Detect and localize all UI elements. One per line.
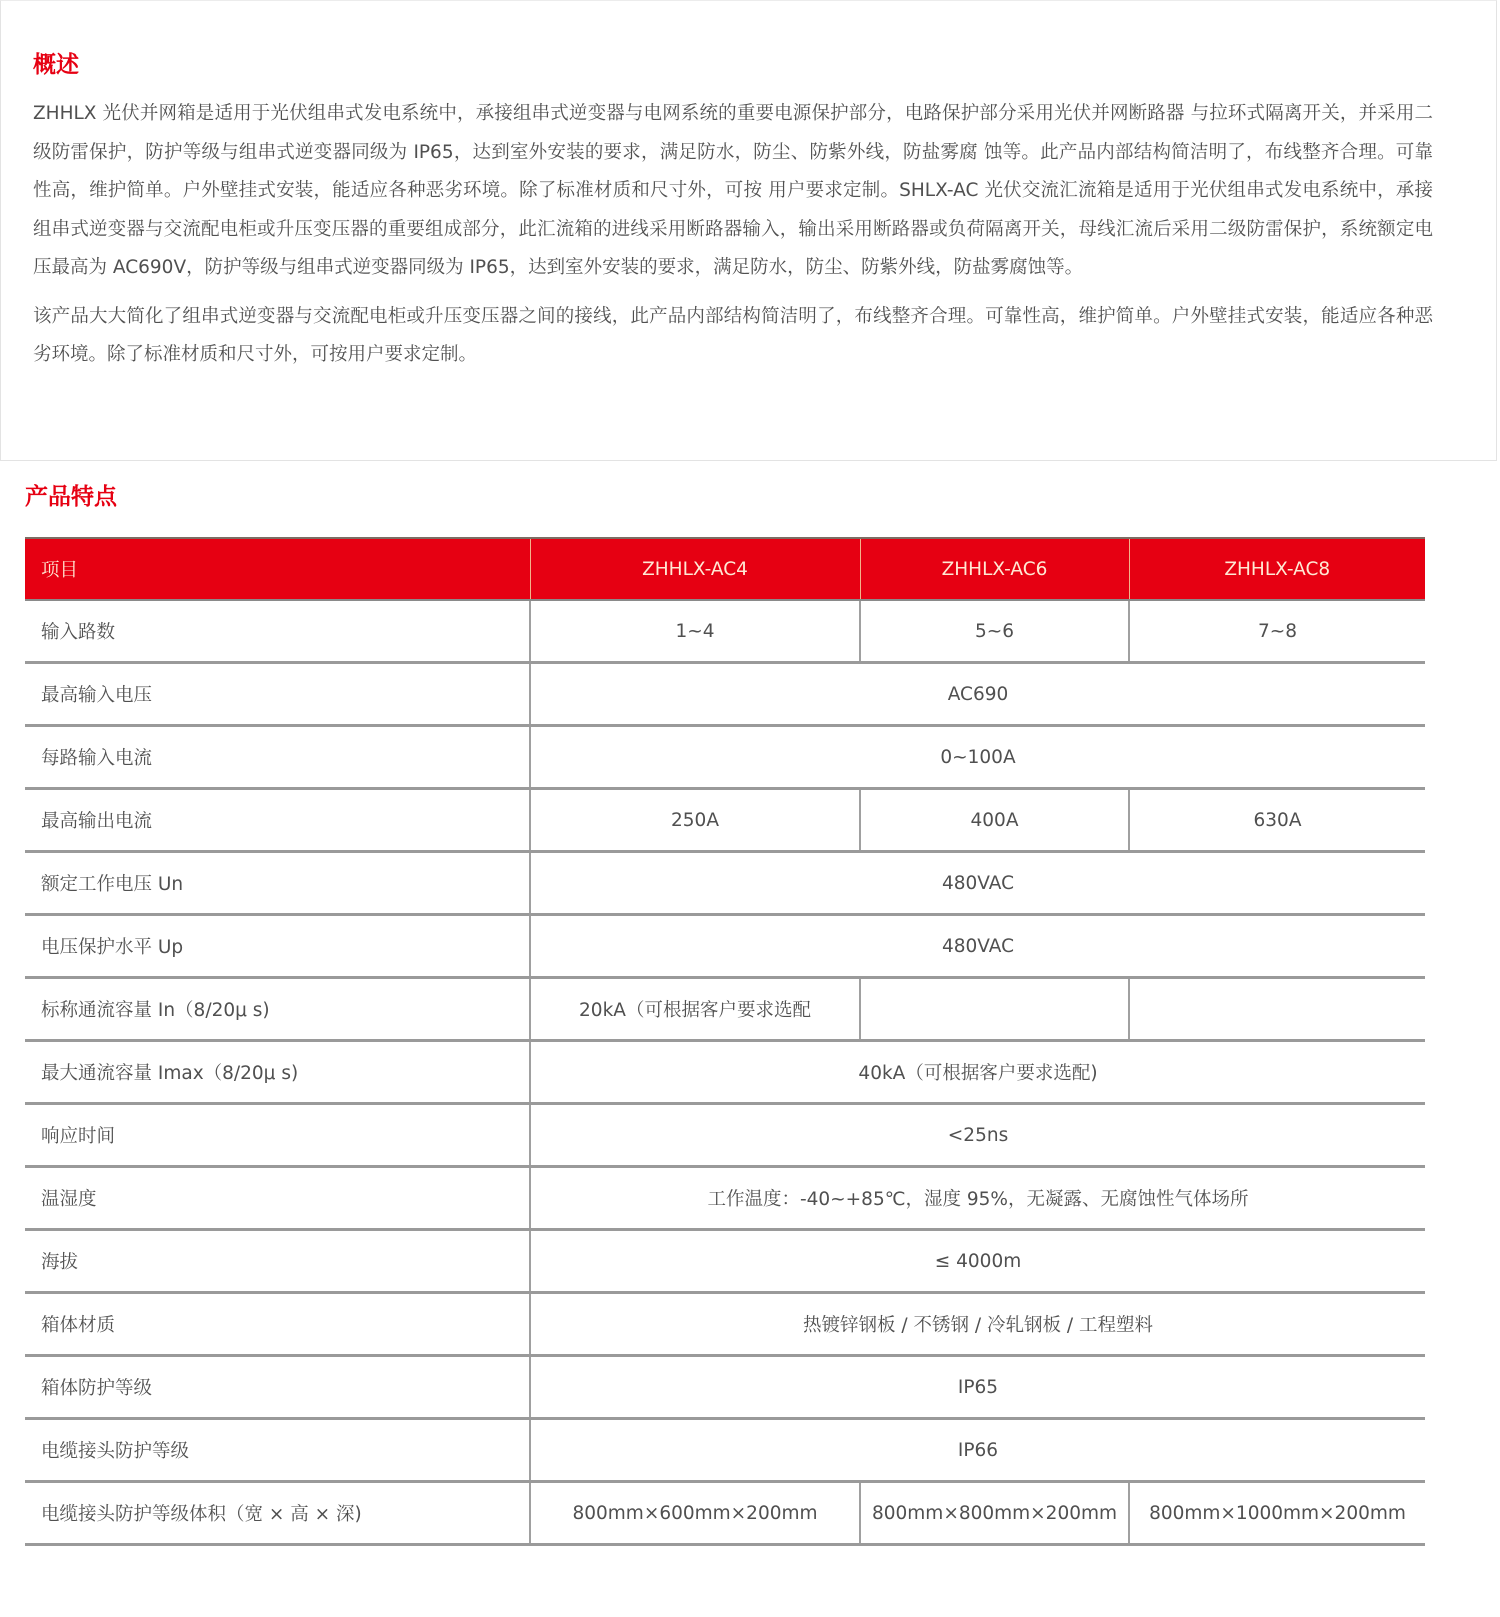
overview-paragraph: ZHHLX 光伏并网箱是适用于光伏组串式发电系统中，承接组串式逆变器与电网系统的重要电源保护部分，电路保护部分采用光伏并网断路器 与拉环式隔离开关，并采用二级防雷保护，防护等级与组串式逆变器同级为 IP65，达到室外安装的要求，满足防水，防尘、防紫外线，防盐雾腐 蚀等。此产品内部结构简洁明了，布线整齐合理。可靠性高，维护简单。户外壁挂式安装，能适应各种恶劣环境。除了标准材质和尺寸外，可按 用户要求定制。SHLX-AC 光伏交流汇流箱是适用于光伏组串式发电系统中，承接组串式逆变器与交流配电柜或升压变压器的重要组成部分，此汇流箱的进线采用断路器输入，输出采用断路器或负荷隔离开关，母线汇流后采用二级防雷保护，系统额定电压最高为 AC690V，防护等级与组串式逆变器同级为 IP65，达到室外安装的要求，满足防水，防尘、防紫外线，防盐雾腐蚀等。 bbox=[33, 103, 1433, 278]
row-value-model-1: 1~4 bbox=[530, 600, 860, 663]
table-row bbox=[25, 663, 1425, 726]
row-value-model-2: 800mm×800mm×200mm bbox=[860, 1482, 1129, 1545]
table-row bbox=[25, 1293, 1425, 1356]
row-label: 每路输入电流 bbox=[25, 726, 530, 789]
overview-title: 概述 bbox=[33, 52, 79, 78]
row-value-model-3: 630A bbox=[1129, 789, 1425, 852]
row-value-model-3 bbox=[1129, 978, 1425, 1041]
row-label: 电缆接头防护等级 bbox=[25, 1419, 530, 1482]
row-label: 电压保护水平 Up bbox=[25, 915, 530, 978]
row-label: 标称通流容量 In（8/20μ s) bbox=[25, 978, 530, 1041]
row-label: 额定工作电压 Un bbox=[25, 852, 530, 915]
row-label: 箱体材质 bbox=[25, 1293, 530, 1356]
row-value-all-models: IP66 bbox=[530, 1419, 1425, 1482]
row-label: 最高输入电压 bbox=[25, 663, 530, 726]
row-label: 电缆接头防护等级体积（宽 × 高 × 深) bbox=[25, 1482, 530, 1545]
table-row bbox=[25, 1104, 1425, 1167]
table-row bbox=[25, 978, 1425, 1041]
row-value-all-models: AC690 bbox=[530, 663, 1425, 726]
row-value-all-models: 热镀锌钢板 / 不锈钢 / 冷轧钢板 / 工程塑料 bbox=[530, 1293, 1425, 1356]
row-value-all-models: 480VAC bbox=[530, 852, 1425, 915]
row-label: 海拔 bbox=[25, 1230, 530, 1293]
row-label: 最大通流容量 Imax（8/20μ s) bbox=[25, 1041, 530, 1104]
row-label: 输入路数 bbox=[25, 600, 530, 663]
header-item: 项目 bbox=[25, 538, 530, 600]
row-value-all-models: 40kA（可根据客户要求选配) bbox=[530, 1041, 1425, 1104]
table-body bbox=[25, 600, 1425, 1545]
table-row bbox=[25, 1230, 1425, 1293]
table-row bbox=[25, 1041, 1425, 1104]
row-value-all-models: ≤ 4000m bbox=[530, 1230, 1425, 1293]
table-row bbox=[25, 1419, 1425, 1482]
row-label: 响应时间 bbox=[25, 1104, 530, 1167]
table-header-row bbox=[25, 538, 1425, 600]
table-row bbox=[25, 915, 1425, 978]
table-row bbox=[25, 852, 1425, 915]
row-value-model-1: 250A bbox=[530, 789, 860, 852]
row-value-model-2 bbox=[860, 978, 1129, 1041]
row-value-model-2: 5~6 bbox=[860, 600, 1129, 663]
spec-table bbox=[25, 537, 1425, 1546]
features-title: 产品特点 bbox=[25, 484, 117, 510]
row-value-model-2: 400A bbox=[860, 789, 1129, 852]
table-row bbox=[25, 1482, 1425, 1545]
table-row bbox=[25, 726, 1425, 789]
row-value-model-1: 800mm×600mm×200mm bbox=[530, 1482, 860, 1545]
header-model-ac4: ZHHLX-AC4 bbox=[530, 538, 860, 600]
row-value-all-models: 0~100A bbox=[530, 726, 1425, 789]
row-label: 最高输出电流 bbox=[25, 789, 530, 852]
row-value-all-models: IP65 bbox=[530, 1356, 1425, 1419]
overview-paragraph: 该产品大大简化了组串式逆变器与交流配电柜或升压变压器之间的接线，此产品内部结构简洁明了，布线整齐合理。可靠性高，维护简单。户外壁挂式安装，能适应各种恶劣环境。除了标准材质和尺寸外，可按用户要求定制。 bbox=[33, 305, 1433, 365]
header-model-ac8: ZHHLX-AC8 bbox=[1129, 538, 1425, 600]
header-model-ac6: ZHHLX-AC6 bbox=[860, 538, 1129, 600]
row-value-model-3: 7~8 bbox=[1129, 600, 1425, 663]
row-label: 温湿度 bbox=[25, 1167, 530, 1230]
row-value-all-models: 480VAC bbox=[530, 915, 1425, 978]
table-row bbox=[25, 1167, 1425, 1230]
row-value-model-1: 20kA（可根据客户要求选配 bbox=[530, 978, 860, 1041]
row-label: 箱体防护等级 bbox=[25, 1356, 530, 1419]
row-value-all-models: 工作温度：-40~+85℃，湿度 95%，无凝露、无腐蚀性气体场所 bbox=[530, 1167, 1425, 1230]
row-value-model-3: 800mm×1000mm×200mm bbox=[1129, 1482, 1425, 1545]
overview-body bbox=[33, 95, 1433, 385]
table-row bbox=[25, 789, 1425, 852]
table-row bbox=[25, 1356, 1425, 1419]
row-value-all-models: <25ns bbox=[530, 1104, 1425, 1167]
table-row bbox=[25, 600, 1425, 663]
